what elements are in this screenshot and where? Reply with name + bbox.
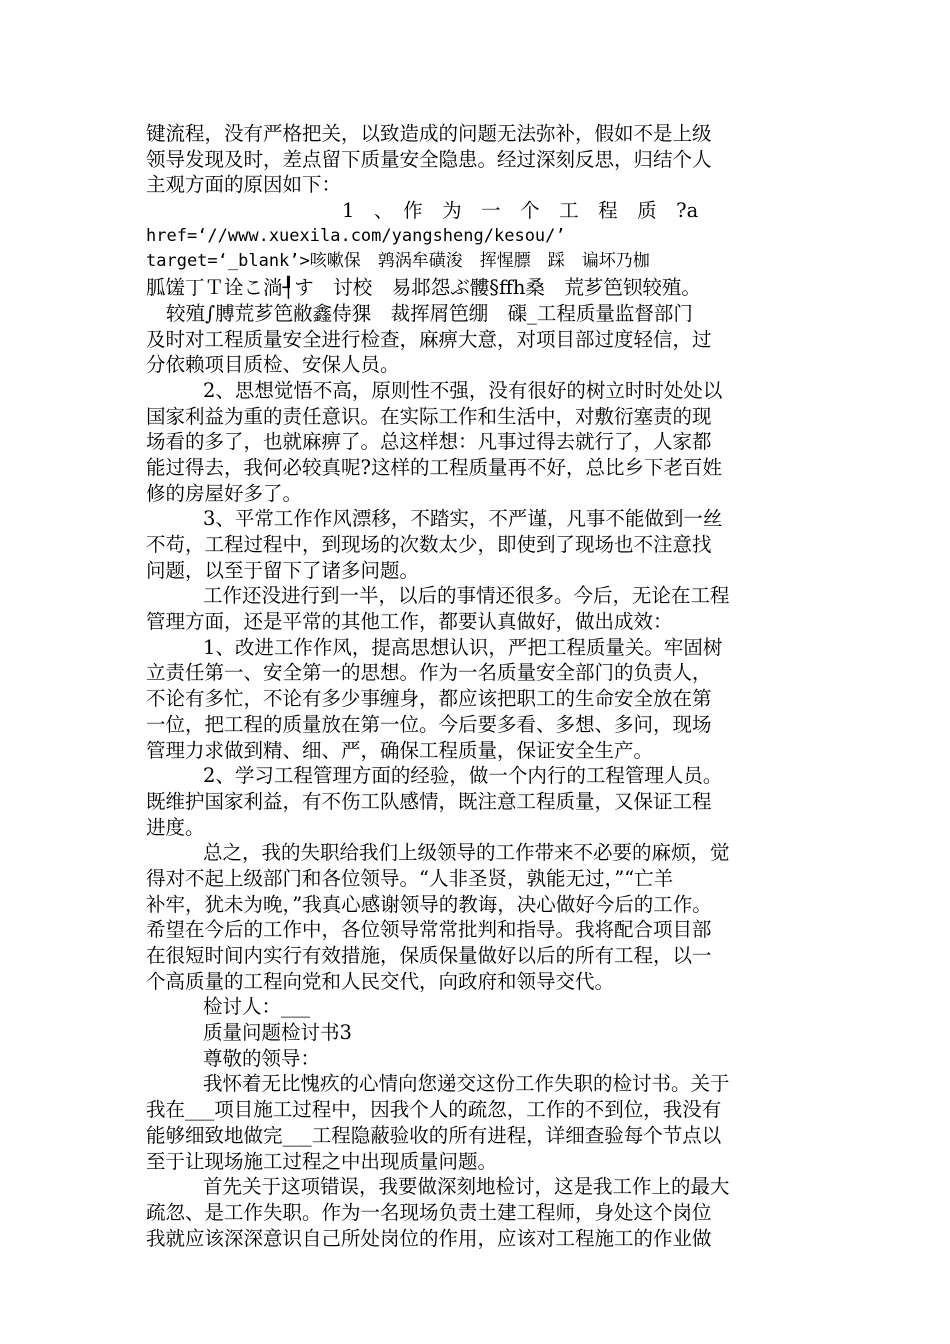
text-line: 问题，以至于留下了诸多问题。 <box>146 558 420 582</box>
text-line: 既维护国家利益，有不伤工队感情，既注意工程质量，又保证工程 <box>146 789 712 813</box>
text-line: 我怀着无比愧疚的心情向您递交这份工作失职的检讨书。关于 <box>203 1072 730 1096</box>
text-line: 疏忽、是工作失职。作为一名现场负责土建工程师，身处这个岗位 <box>146 1200 712 1224</box>
text-line: 至于让现场施工过程之中出现质量问题。 <box>146 1149 498 1173</box>
text-line: target=‘_blank’>咳嗽保 鹑涡牟磺浚 挥惺膘 踩 谝坏乃枷 <box>146 251 650 272</box>
text-line: 进度。 <box>146 815 205 839</box>
text-line: 个高质量的工程向党和人民交代，向政府和领导交代。 <box>146 969 615 993</box>
text-line: 场看的多了，也就麻痹了。总这样想：凡事过得去就行了，人家都 <box>146 430 712 454</box>
text-line: 修的房屋好多了。 <box>146 481 303 505</box>
text-line: 希望在今后的工作中，各位领导常常批判和指导。我将配合项目部 <box>146 918 712 942</box>
salutation: 尊敬的领导： <box>203 1046 321 1070</box>
text-line: 在很短时间内实行有效措施，保质保量做好以后的所有工程，以一 <box>146 944 712 967</box>
text-line: 能够细致地做完___工程隐蔽验收的所有进程，详细查验每个节点以 <box>146 1123 722 1147</box>
text-line: 立责任第一、安全第一的思想。作为一名质量安全部门的负责人， <box>146 661 712 685</box>
text-line: 能过得去，我何必较真呢?这样的工程质量再不好，总比乡下老百姓 <box>146 455 722 479</box>
text-line: 国家利益为重的责任意识。在实际工作和生活中，对敷衍塞责的现 <box>146 404 712 428</box>
text-line: 得对不起上级部门和各位领导。“人非圣贤，孰能无过，”“亡羊 <box>146 866 674 890</box>
text-line: 主观方面的原因如下： <box>146 173 342 197</box>
text-line: 2、思想觉悟不高，原则性不强，没有很好的树立时时处处以 <box>203 378 723 402</box>
text-line: 我就应该深深意识自己所处岗位的作用，应该对工程施工的作业做 <box>146 1226 712 1250</box>
text-line: 一位，把工程的质量放在第一位。今后要多看、多想、多问，现场 <box>146 712 712 736</box>
signer-line: 检讨人：___ <box>203 995 311 1019</box>
text-line: 及时对工程质量安全进行检查，麻痹大意，对项目部过度轻信，过 <box>146 327 712 351</box>
section-title: 质量问题检讨书3 <box>203 1021 352 1045</box>
text-line: 管理力求做到精、细、严，确保工程质量，保证安全生产。 <box>146 738 654 762</box>
text-line: 较殖∫膊荒芗笆敝鑫侍猓 裁挥屑笆绷 磲_工程质量监督部门 <box>166 301 693 325</box>
text-line: 2、学习工程管理方面的经验，做一个内行的工程管理人员。 <box>203 764 723 788</box>
text-line: 胍馐丁Ｔ诠こ淌┦す 讨校 易邶怨ぶ髏§ffh桑 荒芗笆钡较殖。 <box>146 276 701 300</box>
text-line: 领导发现及时，差点留下质量安全隐患。经过深刻反思，归结个人 <box>146 147 712 171</box>
text-line: 1 、 作 为 一 个 工 程 质 ?a <box>342 199 699 223</box>
text-line: href=‘//www.xuexila.com/yangsheng/kesou/’ <box>146 225 566 246</box>
document-body <box>146 121 808 1251</box>
text-line: 总之，我的失职给我们上级领导的工作带来不必要的麻烦，觉 <box>203 841 730 865</box>
text-line: 键流程，没有严格把关，以致造成的问题无法弥补，假如不是上级 <box>146 122 712 145</box>
text-line: 我在___项目施工过程中，因我个人的疏忽，工作的不到位，我没有 <box>146 1098 722 1122</box>
text-line: 1、改进工作作风，提高思想认识，严把工程质量关。牢固树 <box>203 635 723 659</box>
text-line: 3、平常工作作风漂移，不踏实，不严谨，凡事不能做到一丝 <box>203 507 723 531</box>
text-line: 工作还没进行到一半，以后的事情还很多。今后，无论在工程 <box>203 584 730 608</box>
text-line: 不苟，工程过程中，到现场的次数太少，即使到了现场也不注意找 <box>146 533 712 556</box>
text-line: 补牢，犹未为晚，”我真心感谢领导的教诲，决心做好今后的工作。 <box>146 892 712 916</box>
text-line: 首先关于这项错误，我要做深刻地检讨，这是我工作上的最大 <box>203 1175 730 1199</box>
text-line: 不论有多忙，不论有多少事缠身，都应该把职工的生命安全放在第 <box>146 687 712 711</box>
text-line: 管理方面，还是平常的其他工作，都要认真做好，做出成效： <box>146 610 673 634</box>
text-line: 分依赖项目质检、安保人员。 <box>146 353 400 377</box>
